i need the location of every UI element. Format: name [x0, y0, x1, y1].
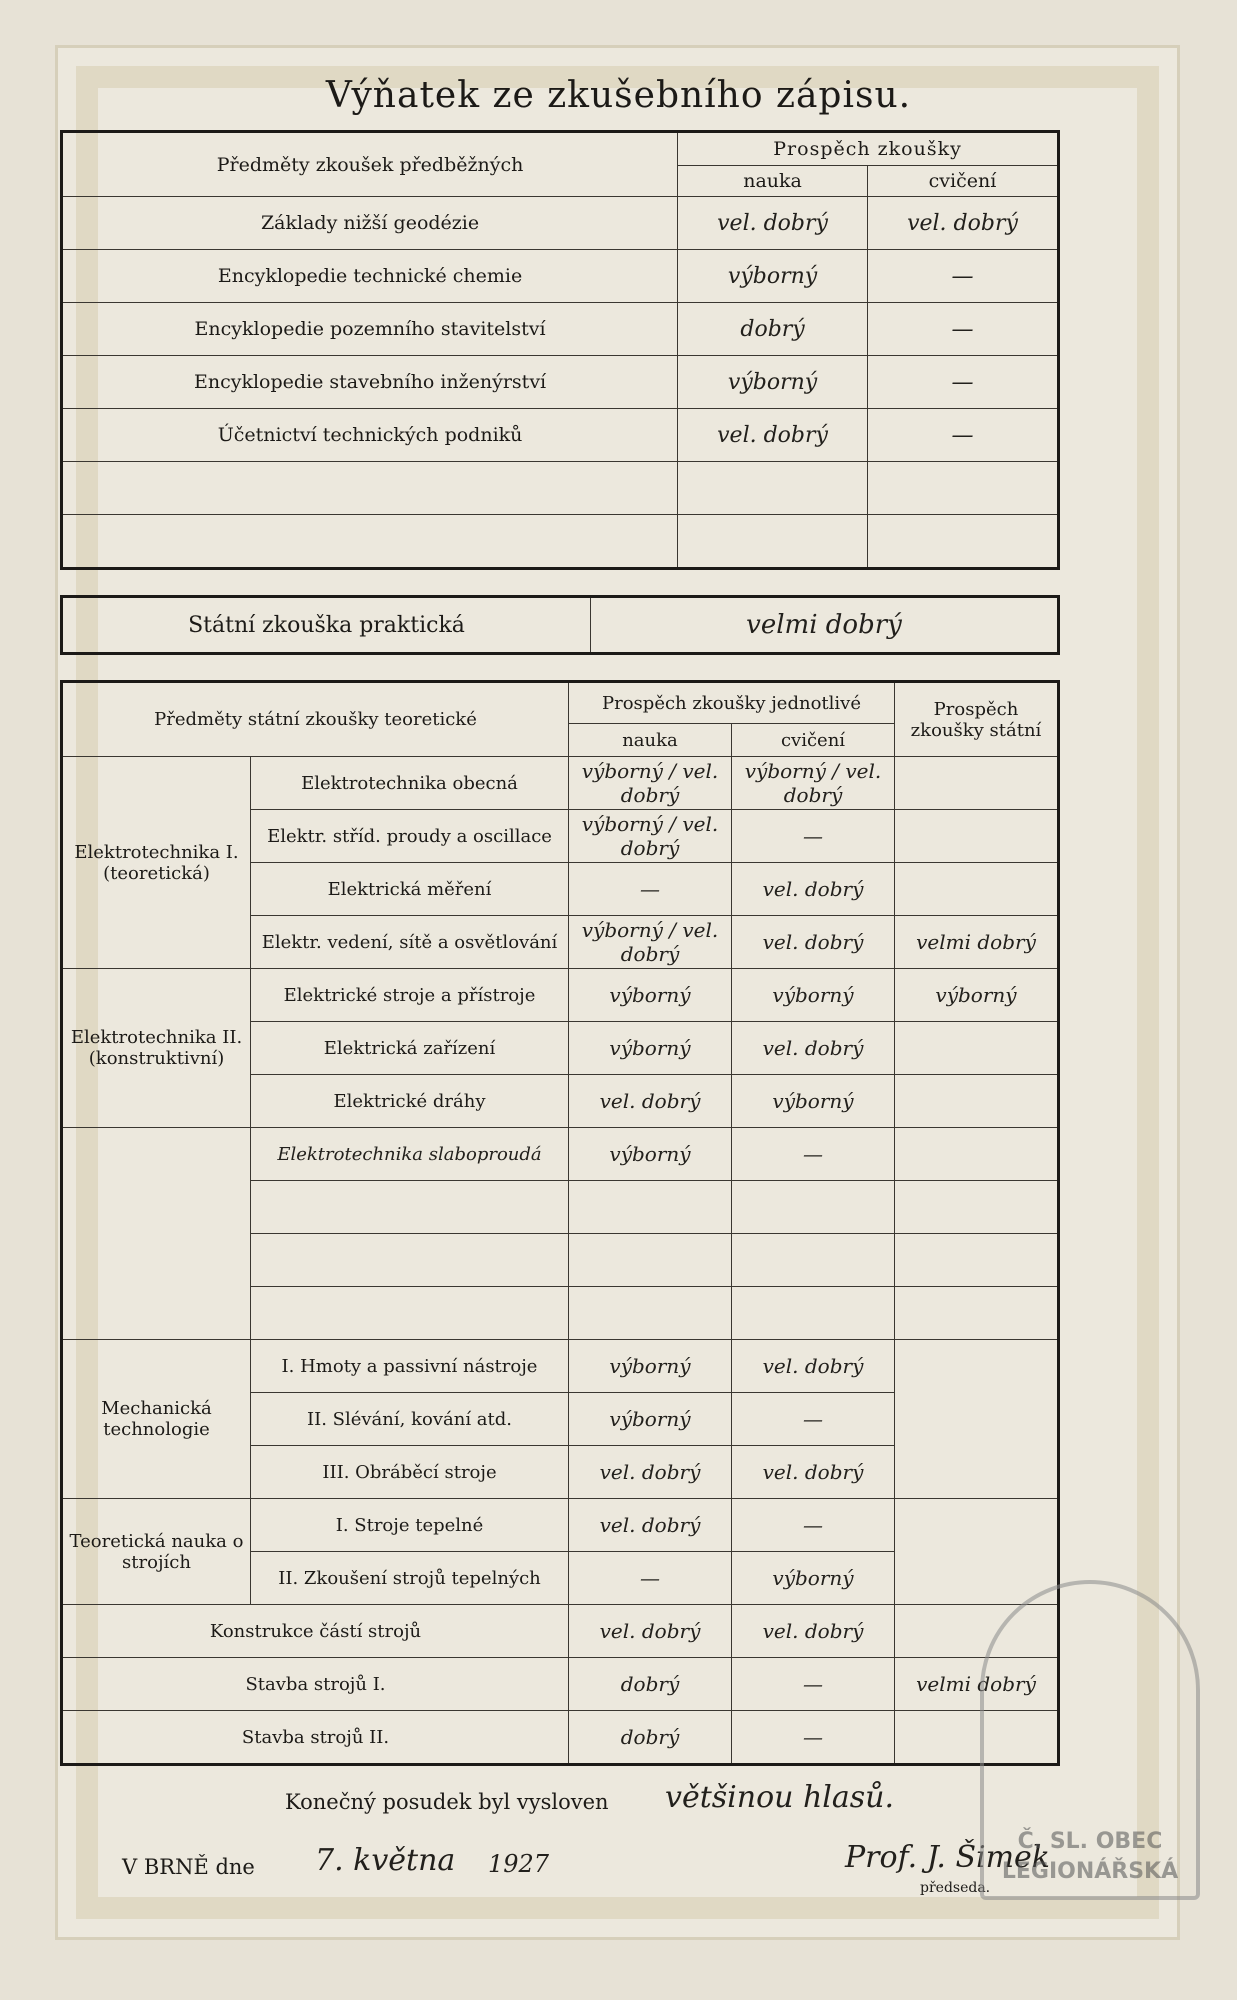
- theory-nauka-grade: dobrý: [569, 1658, 732, 1711]
- table-row: [62, 1711, 1059, 1765]
- theory-state-header: Prospěch zkoušky státní: [895, 682, 1059, 757]
- table-row: [62, 757, 1059, 810]
- prelim-nauka-grade: [678, 515, 868, 569]
- theory-nauka-grade: výborný / vel. dobrý: [569, 810, 732, 863]
- theory-nauka-grade: —: [569, 1552, 732, 1605]
- preliminary-exams-table: [60, 130, 1060, 570]
- prelim-cviceni-grade: —: [867, 409, 1058, 462]
- place-label: V BRNĚ dne: [122, 1855, 255, 1879]
- theory-nauka-header: nauka: [569, 724, 732, 757]
- prelim-cviceni-grade: —: [867, 250, 1058, 303]
- theory-state-grade: [895, 863, 1059, 916]
- theory-state-grade: [895, 1075, 1059, 1128]
- theory-cviceni-grade: —: [732, 1711, 895, 1765]
- theory-subject: [251, 1287, 569, 1340]
- prelim-subject: Encyklopedie stavebního inženýrství: [62, 356, 678, 409]
- prelim-cviceni-header: cvičení: [867, 166, 1058, 197]
- prelim-nauka-header: nauka: [678, 166, 868, 197]
- group-label-elektrotechnika-2: Elektrotechnika II. (konstruktivní): [62, 969, 251, 1128]
- theory-state-grade: [895, 1181, 1059, 1234]
- table-row: [62, 1605, 1059, 1658]
- prelim-cviceni-grade: [867, 462, 1058, 515]
- theory-nauka-grade: dobrý: [569, 1711, 732, 1765]
- theory-state-grade: [895, 810, 1059, 863]
- theory-individual-header: Prospěch zkoušky jednotlivé: [569, 682, 895, 724]
- table-row: [62, 1499, 1059, 1552]
- table-row: [62, 462, 1059, 515]
- group-label-elektrotechnika-1: Elektrotechnika I. (teoretická): [62, 757, 251, 969]
- prelim-nauka-grade: dobrý: [678, 303, 868, 356]
- table-row: [62, 969, 1059, 1022]
- theory-state-grade: [895, 1234, 1059, 1287]
- stamp-line-2: LEGIONÁŘSKÁ: [1001, 1859, 1179, 1884]
- theory-cviceni-grade: vel. dobrý: [732, 1605, 895, 1658]
- prelim-cviceni-grade: vel. dobrý: [867, 197, 1058, 250]
- document-title: Výňatek ze zkušebního zápisu.: [325, 75, 912, 116]
- table-row: [62, 515, 1059, 569]
- legion-stamp: [980, 1580, 1200, 1900]
- theory-state-grade: [895, 757, 1059, 810]
- table-row: [62, 356, 1059, 409]
- theory-subject: I. Hmoty a passivní nástroje: [251, 1340, 569, 1393]
- prelim-subject: [62, 515, 678, 569]
- theory-cviceni-grade: vel. dobrý: [732, 1446, 895, 1499]
- theory-cviceni-grade: vel. dobrý: [732, 863, 895, 916]
- theory-cviceni-grade: —: [732, 1499, 895, 1552]
- table-row: [62, 1658, 1059, 1711]
- theory-cviceni-grade: vel. dobrý: [732, 1022, 895, 1075]
- prelim-cviceni-grade: —: [867, 356, 1058, 409]
- theory-subject: Elektrická měření: [251, 863, 569, 916]
- verdict-value: většinou hlasů.: [665, 1780, 895, 1815]
- theory-nauka-grade: výborný: [569, 1393, 732, 1446]
- theory-state-grade: [895, 1499, 1059, 1605]
- date-value: 7. května: [315, 1843, 456, 1878]
- signature: Prof. J. Šimek: [845, 1840, 1050, 1875]
- theory-nauka-grade: —: [569, 863, 732, 916]
- theory-cviceni-grade: [732, 1287, 895, 1340]
- practical-exam-grade: velmi dobrý: [591, 597, 1059, 654]
- theory-cviceni-grade: —: [732, 1658, 895, 1711]
- theory-cviceni-grade: vel. dobrý: [732, 1340, 895, 1393]
- theory-cviceni-grade: —: [732, 1128, 895, 1181]
- prelim-subjects-header: Předměty zkoušek předběžných: [62, 132, 678, 197]
- theory-subject: Elektrické stroje a přístroje: [251, 969, 569, 1022]
- theory-state-grade: [895, 1340, 1059, 1499]
- prelim-cviceni-grade: [867, 515, 1058, 569]
- stamp-line-1: Č. SL. OBEC: [1017, 1829, 1163, 1854]
- theory-nauka-grade: vel. dobrý: [569, 1499, 732, 1552]
- theory-cviceni-grade: —: [732, 810, 895, 863]
- theory-subject: II. Slévání, kování atd.: [251, 1393, 569, 1446]
- theory-nauka-grade: výborný / vel. dobrý: [569, 916, 732, 969]
- group-label-empty: [62, 1128, 251, 1340]
- theory-subject: III. Obráběcí stroje: [251, 1446, 569, 1499]
- year-value: 1927: [488, 1850, 550, 1878]
- theory-state-grade: výborný: [895, 969, 1059, 1022]
- theory-subject: Elektrotechnika slaboproudá: [251, 1128, 569, 1181]
- theory-cviceni-header: cvičení: [732, 724, 895, 757]
- table-row: [62, 197, 1059, 250]
- theory-nauka-grade: výborný: [569, 1340, 732, 1393]
- theory-subject: I. Stroje tepelné: [251, 1499, 569, 1552]
- practical-exam-label: Státní zkouška praktická: [62, 597, 591, 654]
- theory-subject: Elektr. vedení, sítě a osvětlování: [251, 916, 569, 969]
- theory-subject: [251, 1234, 569, 1287]
- theory-nauka-grade: vel. dobrý: [569, 1605, 732, 1658]
- theory-subjects-header: Předměty státní zkoušky teoretické: [62, 682, 569, 757]
- theory-cviceni-grade: [732, 1234, 895, 1287]
- prelim-nauka-grade: vel. dobrý: [678, 197, 868, 250]
- theory-cviceni-grade: —: [732, 1393, 895, 1446]
- signature-role: předseda.: [920, 1880, 991, 1896]
- theory-state-grade: velmi dobrý: [895, 916, 1059, 969]
- theory-subject: Elektrotechnika obecná: [251, 757, 569, 810]
- theory-subject: [251, 1181, 569, 1234]
- theory-nauka-grade: výborný: [569, 969, 732, 1022]
- prelim-nauka-grade: [678, 462, 868, 515]
- theoretical-exams-table: [60, 680, 1060, 1766]
- theory-nauka-grade: [569, 1287, 732, 1340]
- group-label-mechanicka-technologie: Mechanická technologie: [62, 1340, 251, 1499]
- prelim-subject: Základy nižší geodézie: [62, 197, 678, 250]
- theory-nauka-grade: [569, 1234, 732, 1287]
- theory-state-grade: [895, 1022, 1059, 1075]
- practical-exam-table: [60, 595, 1060, 655]
- theory-nauka-grade: výborný: [569, 1022, 732, 1075]
- table-row: [62, 1128, 1059, 1181]
- theory-state-grade: [895, 1287, 1059, 1340]
- table-row: [62, 409, 1059, 462]
- theory-subject: Elektrické dráhy: [251, 1075, 569, 1128]
- prelim-nauka-grade: výborný: [678, 356, 868, 409]
- prelim-subject: [62, 462, 678, 515]
- prelim-nauka-grade: vel. dobrý: [678, 409, 868, 462]
- table-row: [62, 1340, 1059, 1393]
- theory-subject: II. Zkoušení strojů tepelných: [251, 1552, 569, 1605]
- table-row: [62, 303, 1059, 356]
- theory-cviceni-grade: výborný: [732, 1552, 895, 1605]
- prelim-nauka-grade: výborný: [678, 250, 868, 303]
- prelim-subject: Encyklopedie technické chemie: [62, 250, 678, 303]
- prelim-subject: Účetnictví technických podniků: [62, 409, 678, 462]
- theory-nauka-grade: výborný: [569, 1128, 732, 1181]
- theory-nauka-grade: vel. dobrý: [569, 1075, 732, 1128]
- table-row: [62, 250, 1059, 303]
- theory-nauka-grade: [569, 1181, 732, 1234]
- prelim-result-header: Prospěch zkoušky: [678, 132, 1059, 166]
- group-label-nauka-o-strojich: Teoretická nauka o strojích: [62, 1499, 251, 1605]
- verdict-label: Konečný posudek byl vysloven: [285, 1790, 609, 1814]
- theory-nauka-grade: vel. dobrý: [569, 1446, 732, 1499]
- theory-nauka-grade: výborný / vel. dobrý: [569, 757, 732, 810]
- theory-cviceni-grade: [732, 1181, 895, 1234]
- theory-cviceni-grade: výborný / vel. dobrý: [732, 757, 895, 810]
- theory-subject: Elektrická zařízení: [251, 1022, 569, 1075]
- theory-subject: Stavba strojů II.: [62, 1711, 569, 1765]
- theory-cviceni-grade: výborný: [732, 1075, 895, 1128]
- theory-cviceni-grade: vel. dobrý: [732, 916, 895, 969]
- prelim-cviceni-grade: —: [867, 303, 1058, 356]
- theory-subject: Konstrukce částí strojů: [62, 1605, 569, 1658]
- theory-subject: Stavba strojů I.: [62, 1658, 569, 1711]
- prelim-subject: Encyklopedie pozemního stavitelství: [62, 303, 678, 356]
- theory-subject: Elektr. stříd. proudy a oscillace: [251, 810, 569, 863]
- theory-state-grade: [895, 1128, 1059, 1181]
- theory-state-grade: velmi dobrý: [895, 1658, 1059, 1711]
- theory-cviceni-grade: výborný: [732, 969, 895, 1022]
